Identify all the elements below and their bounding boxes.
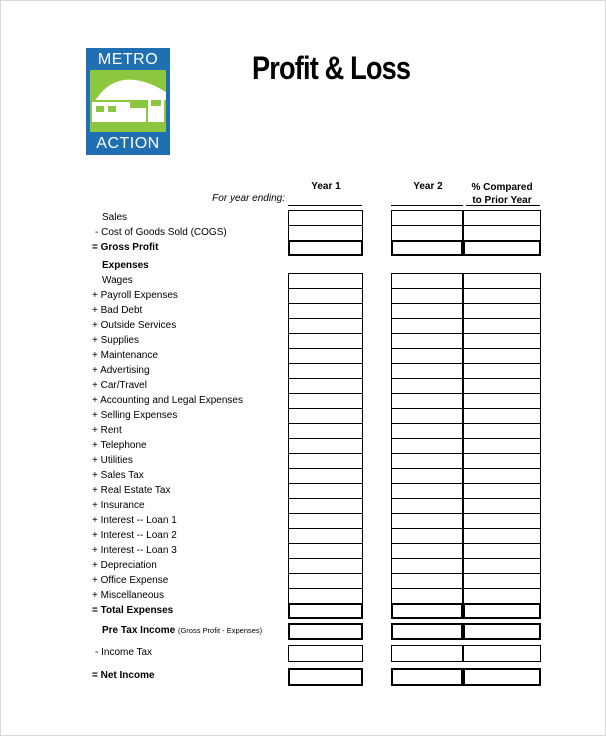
row-real-estate-tax-year2-cell[interactable] [391,483,463,499]
row-telephone-pct-compared-cell[interactable] [463,438,541,454]
row-car-travel-year1-cell[interactable] [288,378,363,394]
header-pct-line2: to Prior Year [472,195,532,206]
row-sales-label: Sales [102,212,128,223]
row-rent-label: + Rent [92,425,122,436]
row-income-tax-year2-cell[interactable] [391,645,463,662]
row-telephone-year1-cell[interactable] [288,438,363,454]
row-insurance-year2-cell[interactable] [391,498,463,514]
row-outside-services-pct-compared-cell[interactable] [463,318,541,334]
row-maintenance-pct-compared-cell[interactable] [463,348,541,364]
row-depreciation-label: + Depreciation [92,560,157,571]
row-gross-profit-pct-compared-cell[interactable] [463,240,541,256]
logo-text-action: ACTION [96,135,160,152]
row-total-expenses-year1-cell[interactable] [288,603,363,619]
row-interest-loan-3-year1-cell[interactable] [288,543,363,559]
row-selling-expenses-pct-compared-cell[interactable] [463,408,541,424]
row-real-estate-tax-label: + Real Estate Tax [92,485,171,496]
row-sales-year1-cell[interactable] [288,210,363,226]
row-office-expense-pct-compared-cell[interactable] [463,573,541,589]
year1-ending-field[interactable] [288,205,362,206]
row-supplies-year2-cell[interactable] [391,333,463,349]
row-accounting-and-legal-expenses-label: + Accounting and Legal Expenses [92,395,243,406]
row-miscellaneous-year1-cell[interactable] [288,588,363,604]
row-cost-of-goods-sold-cogs-year1-cell[interactable] [288,225,363,241]
row-telephone-year2-cell[interactable] [391,438,463,454]
row-net-income-year1-cell[interactable] [288,668,363,686]
row-net-income-year2-cell[interactable] [391,668,463,686]
row-maintenance-year1-cell[interactable] [288,348,363,364]
row-accounting-and-legal-expenses-year1-cell[interactable] [288,393,363,409]
row-interest-loan-2-year2-cell[interactable] [391,528,463,544]
row-bad-debt-year1-cell[interactable] [288,303,363,319]
row-interest-loan-1-label: + Interest -- Loan 1 [92,515,177,526]
row-supplies-label: + Supplies [92,335,139,346]
year-ending-label: For year ending: [212,193,285,204]
row-payroll-expenses-year1-cell[interactable] [288,288,363,304]
row-total-expenses-year2-cell[interactable] [391,603,463,619]
row-miscellaneous-label: + Miscellaneous [92,590,164,601]
row-accounting-and-legal-expenses-pct-compared-cell[interactable] [463,393,541,409]
row-pre-tax-income-label [102,625,262,637]
row-interest-loan-3-year2-cell[interactable] [391,543,463,559]
row-outside-services-label: + Outside Services [92,320,177,331]
row-utilities-year2-cell[interactable] [391,453,463,469]
row-advertising-pct-compared-cell[interactable] [463,363,541,379]
row-insurance-label: + Insurance [92,500,145,511]
row-cost-of-goods-sold-cogs-label: - Cost of Goods Sold (COGS) [95,227,227,238]
row-sales-tax-year1-cell[interactable] [288,468,363,484]
row-interest-loan-1-year1-cell[interactable] [288,513,363,529]
row-sales-year2-cell[interactable] [391,210,463,226]
row-interest-loan-2-year1-cell[interactable] [288,528,363,544]
row-bad-debt-label: + Bad Debt [92,305,143,316]
row-real-estate-tax-year1-cell[interactable] [288,483,363,499]
row-sales-pct-compared-cell[interactable] [463,210,541,226]
row-interest-loan-1-year2-cell[interactable] [391,513,463,529]
row-bad-debt-year2-cell[interactable] [391,303,463,319]
row-advertising-label: + Advertising [92,365,150,376]
row-accounting-and-legal-expenses-year2-cell[interactable] [391,393,463,409]
row-car-travel-pct-compared-cell[interactable] [463,378,541,394]
row-bad-debt-pct-compared-cell[interactable] [463,303,541,319]
row-income-tax-label: - Income Tax [95,647,153,658]
pct-header-underline [466,205,540,206]
row-rent-year2-cell[interactable] [391,423,463,439]
row-utilities-label: + Utilities [92,455,133,466]
row-depreciation-year2-cell[interactable] [391,558,463,574]
header-pct-line1: % Compared [471,182,533,193]
row-utilities-year1-cell[interactable] [288,453,363,469]
page-title: Profit & Loss [252,50,411,86]
row-interest-loan-3-label: + Interest -- Loan 3 [92,545,177,556]
row-utilities-pct-compared-cell[interactable] [463,453,541,469]
row-advertising-year1-cell[interactable] [288,363,363,379]
row-payroll-expenses-pct-compared-cell[interactable] [463,288,541,304]
row-real-estate-tax-pct-compared-cell[interactable] [463,483,541,499]
row-payroll-expenses-year2-cell[interactable] [391,288,463,304]
row-selling-expenses-year1-cell[interactable] [288,408,363,424]
row-pre-tax-income-year2-cell[interactable] [391,623,463,640]
row-rent-year1-cell[interactable] [288,423,363,439]
row-gross-profit-year2-cell[interactable] [391,240,463,256]
row-net-income-pct-compared-cell[interactable] [463,668,541,686]
row-miscellaneous-year2-cell[interactable] [391,588,463,604]
row-insurance-pct-compared-cell[interactable] [463,498,541,514]
row-pre-tax-income-year1-cell[interactable] [288,623,363,640]
row-wages-label: Wages [102,275,133,286]
logo-building-graphic [90,70,166,132]
row-office-expense-year2-cell[interactable] [391,573,463,589]
year2-ending-field[interactable] [391,205,463,206]
row-sales-tax-year2-cell[interactable] [391,468,463,484]
row-income-tax-year1-cell[interactable] [288,645,363,662]
header-pct-compared [463,181,541,207]
row-interest-loan-2-label: + Interest -- Loan 2 [92,530,177,541]
row-interest-loan-1-pct-compared-cell[interactable] [463,513,541,529]
row-car-travel-year2-cell[interactable] [391,378,463,394]
row-interest-loan-2-pct-compared-cell[interactable] [463,528,541,544]
row-supplies-pct-compared-cell[interactable] [463,333,541,349]
logo-text-metro: METRO [97,51,159,68]
pre-tax-income-note: (Gross Profit - Expenses) [177,626,263,635]
row-sales-tax-label: + Sales Tax [92,470,144,481]
row-interest-loan-3-pct-compared-cell[interactable] [463,543,541,559]
row-cost-of-goods-sold-cogs-pct-compared-cell[interactable] [463,225,541,241]
row-net-income-label: = Net Income [92,670,155,681]
row-maintenance-label: + Maintenance [92,350,158,361]
row-wages-year1-cell[interactable] [288,273,363,289]
row-total-expenses-label: = Total Expenses [92,605,174,616]
row-total-expenses-pct-compared-cell[interactable] [463,603,541,619]
row-office-expense-label: + Office Expense [92,575,169,586]
row-car-travel-label: + Car/Travel [92,380,147,391]
row-insurance-year1-cell[interactable] [288,498,363,514]
row-advertising-year2-cell[interactable] [391,363,463,379]
row-maintenance-year2-cell[interactable] [391,348,463,364]
row-outside-services-year2-cell[interactable] [391,318,463,334]
row-depreciation-year1-cell[interactable] [288,558,363,574]
row-selling-expenses-label: + Selling Expenses [92,410,178,421]
header-year2: Year 2 [413,181,443,192]
row-telephone-label: + Telephone [92,440,147,451]
expenses-heading: Expenses [102,260,149,271]
row-cost-of-goods-sold-cogs-year2-cell[interactable] [391,225,463,241]
row-wages-year2-cell[interactable] [391,273,463,289]
row-wages-pct-compared-cell[interactable] [463,273,541,289]
row-payroll-expenses-label: + Payroll Expenses [92,290,178,301]
row-outside-services-year1-cell[interactable] [288,318,363,334]
row-office-expense-year1-cell[interactable] [288,573,363,589]
row-depreciation-pct-compared-cell[interactable] [463,558,541,574]
row-selling-expenses-year2-cell[interactable] [391,408,463,424]
row-rent-pct-compared-cell[interactable] [463,423,541,439]
row-sales-tax-pct-compared-cell[interactable] [463,468,541,484]
header-year1: Year 1 [311,181,341,192]
row-miscellaneous-pct-compared-cell[interactable] [463,588,541,604]
pre-tax-income-title: Pre Tax Income [102,625,178,636]
row-gross-profit-year1-cell[interactable] [288,240,363,256]
metro-action-logo [86,48,170,155]
row-gross-profit-label: = Gross Profit [92,242,159,253]
row-income-tax-pct-compared-cell[interactable] [463,645,541,662]
row-supplies-year1-cell[interactable] [288,333,363,349]
row-pre-tax-income-pct-compared-cell[interactable] [463,623,541,640]
